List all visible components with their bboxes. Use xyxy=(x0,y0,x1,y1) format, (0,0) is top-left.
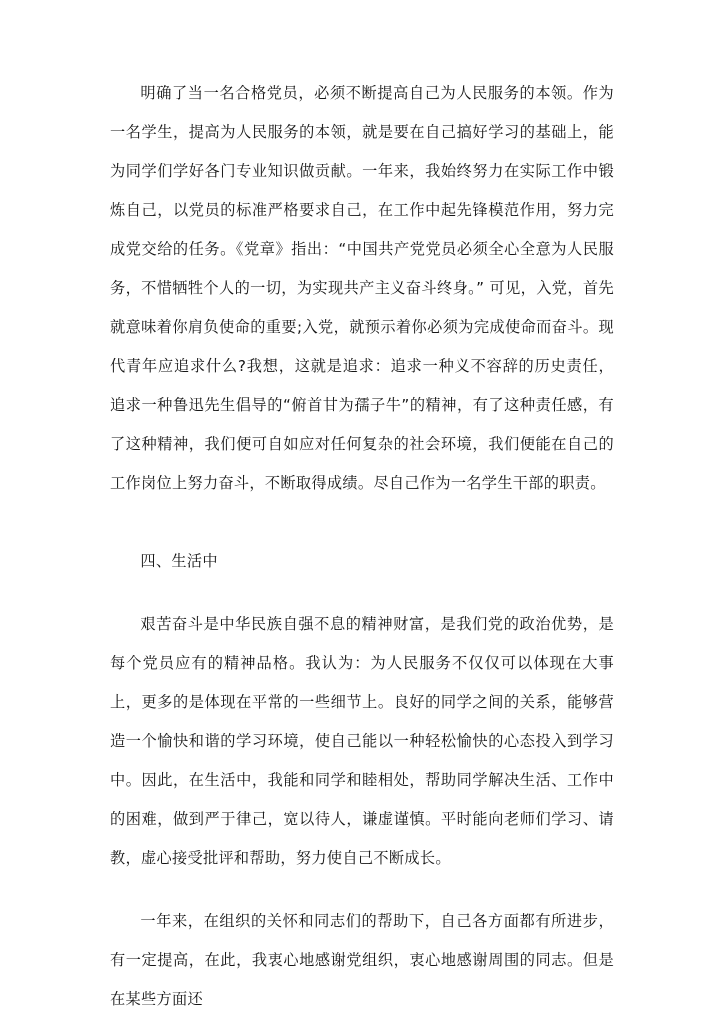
paragraph-daily-life: 艰苦奋斗是中华民族自强不息的精神财富，是我们党的政治优势，是每个党员应有的精神品格。我认为：为人民服务不仅仅可以体现在大事上，更多的是体现在平常的一些细节上。良好的同学之间的关系，能够营造一个愉快和谐的学习环境，使自己能以一种轻松愉快的心态投入到学习中。因此，在生活中，我能和同学和睦相处，帮助同学解决生活、工作中的困难，做到严于律己，宽以待人，谦虚谨慎。平时能向老师们学习、请教，虚心接受批评和帮助，努力使自己不断成长。 xyxy=(110,615,614,867)
section-heading-four: 四、生活中 xyxy=(140,552,218,570)
paragraph-gratitude: 一年来，在组织的关怀和同志们的帮助下，自己各方面都有所进步，有一定提高，在此，我衷心地感谢党组织，衷心地感谢周围的同志。但是在某些方面还 xyxy=(110,912,614,1008)
paragraph-serving-the-people: 明确了当一名合格党员，必须不断提高自己为人民服务的本领。作为一名学生，提高为人民服务的本领，就是要在自己搞好学习的基础上，能为同学们学好各门专业知识做贡献。一年来，我始终努力在实际工作中锻炼自己，以党员的标准严格要求自己，在工作中起先锋模范作用，努力完成党交给的任务。《党章》指出：“中国共产党党员必须全心全意为人民服务，不惜牺牲个人的一切，为实现共产主义奋斗终身。” 可见，入党，首先就意味着你肩负使命的重要;入党，就预示着你必须为完成使命而奋斗。现代青年应追求什么?我想，这就是追求：追求一种义不容辞的历史责任，追求一种鲁迅先生倡导的“俯首甘为孺子牛”的精神，有了这种责任感，有了这种精神，我们便可自如应对任何复杂的社会环境，我们便能在自己的工作岗位上努力奋斗，不断取得成绩。尽自己作为一名学生干部的职责。 xyxy=(110,84,614,492)
document-text-column xyxy=(110,74,614,1017)
heading-spacer xyxy=(110,527,614,542)
